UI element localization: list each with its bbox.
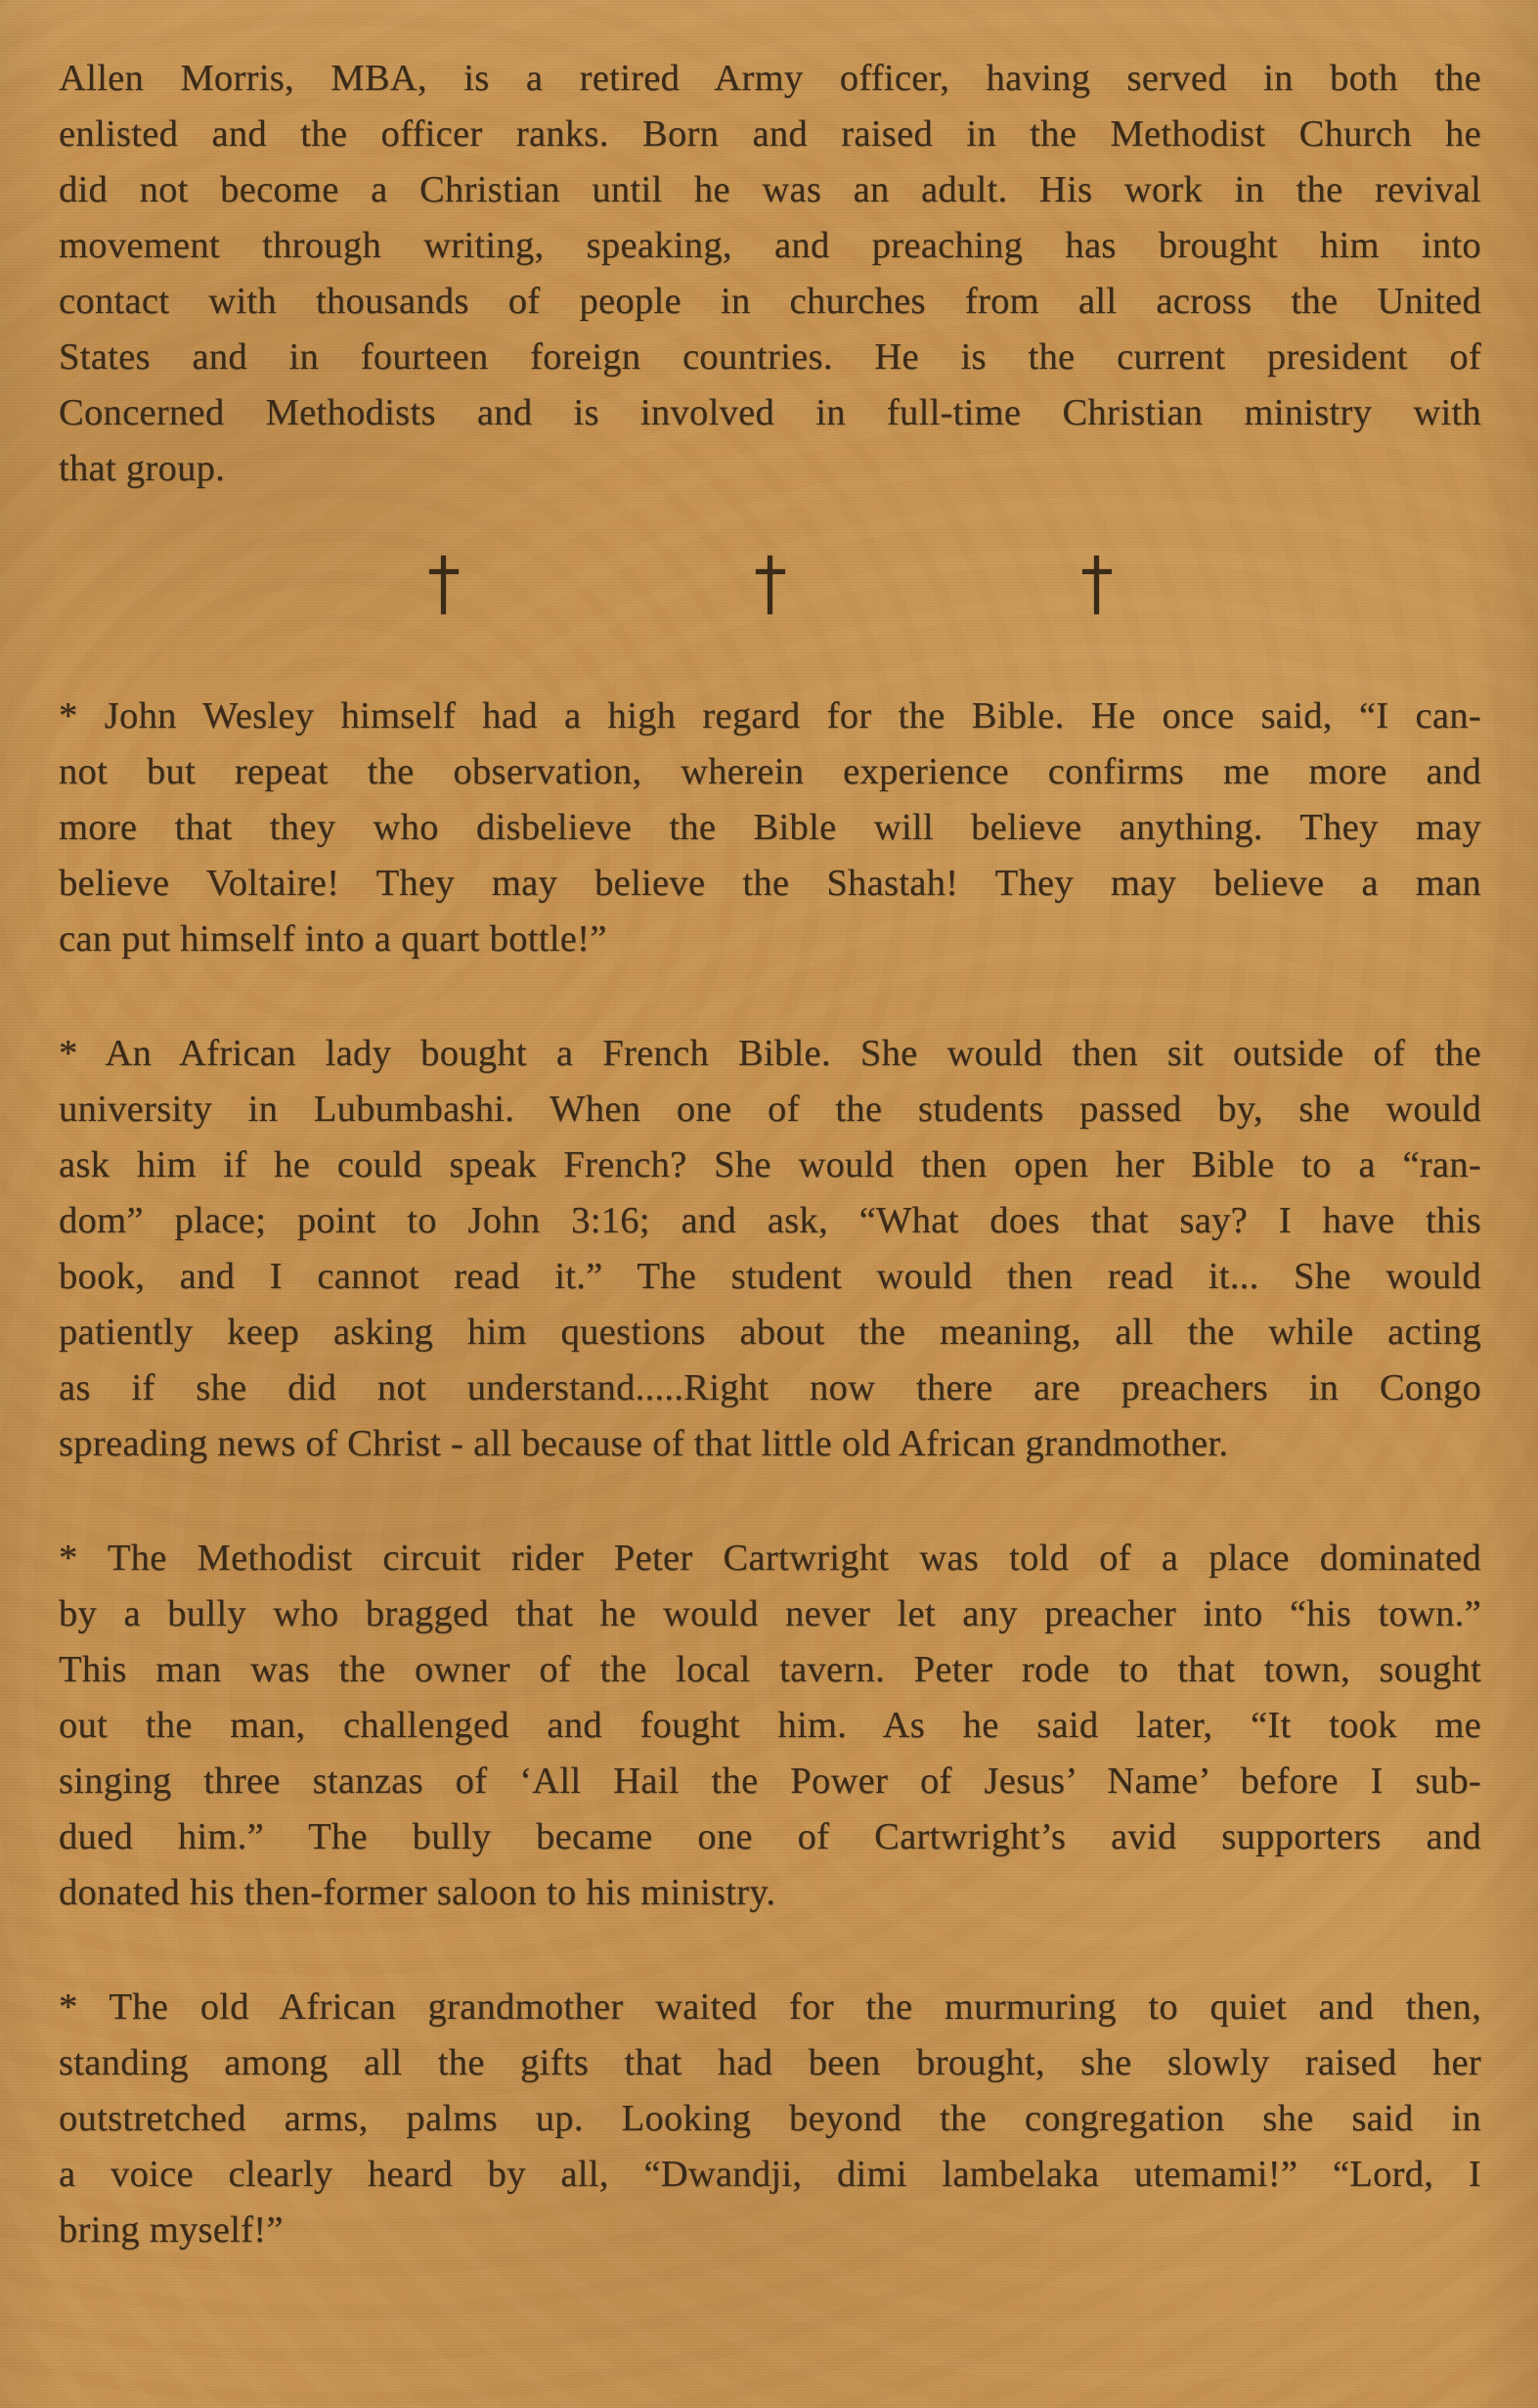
page-content — [59, 51, 1481, 2317]
text-line: a voice clearly heard by all, “Dwandji, dimi lambelaka utemami!” “Lord, I — [59, 2154, 1481, 2195]
text-line: contact with thousands of people in churches from all across the United — [59, 281, 1481, 322]
text-line: ask him if he could speak French? She would then open her Bible to a “ran- — [59, 1144, 1481, 1185]
text-line: patiently keep asking him questions about the meaning, all the while acting — [59, 1312, 1481, 1353]
anecdote-john-wesley — [59, 689, 1481, 967]
text-line: believe Voltaire! They may believe the Shastah! They may believe a man — [59, 863, 1481, 904]
text-line: Allen Morris, MBA, is a retired Army officer, having served in both the — [59, 58, 1481, 99]
text-line: by a bully who bragged that he would never let any preacher into “his town.” — [59, 1593, 1481, 1634]
text-line: * John Wesley himself had a high regard for the Bible. He once said, “I can- — [59, 695, 1481, 736]
text-line: dued him.” The bully became one of Cartwright’s avid supporters and — [59, 1816, 1481, 1857]
text-line: book, and I cannot read it.” The student would then read it... She would — [59, 1256, 1481, 1297]
text-line: * An African lady bought a French Bible. She would then sit outside of the — [59, 1033, 1481, 1074]
text-line: * The Methodist circuit rider Peter Cartwright was told of a place dominated — [59, 1538, 1481, 1579]
text-line: donated his then-former saloon to his ministry. — [59, 1872, 776, 1913]
text-line: outstretched arms, palms up. Looking beyond the congregation she said in — [59, 2098, 1481, 2139]
text-line: more that they who disbelieve the Bible will believe anything. They may — [59, 807, 1481, 848]
text-line: out the man, challenged and fought him. As he said later, “It took me — [59, 1705, 1481, 1746]
cross-icon — [427, 556, 461, 614]
text-line: can put himself into a quart bottle!” — [59, 918, 607, 959]
text-line: as if she did not understand.....Right now there are preachers in Congo — [59, 1367, 1481, 1408]
text-line: spreading news of Christ - all because of that little old African grandmother. — [59, 1423, 1229, 1464]
text-line: university in Lubumbashi. When one of the students passed by, she would — [59, 1089, 1481, 1130]
text-line: dom” place; point to John 3:16; and ask, “What does that say? I have this — [59, 1200, 1481, 1241]
text-line: * The old African grandmother waited for the murmuring to quiet and then, — [59, 1986, 1481, 2028]
text-line: enlisted and the officer ranks. Born and raised in the Methodist Church he — [59, 113, 1481, 155]
text-line: that group. — [59, 448, 226, 489]
anecdote-peter-cartwright — [59, 1531, 1481, 1921]
author-bio-paragraph — [59, 51, 1481, 497]
anecdote-african-grandmother — [59, 1980, 1481, 2258]
text-line: Concerned Methodists and is involved in full-time Christian ministry with — [59, 392, 1481, 433]
text-line: singing three stanzas of ‘All Hail the Power of Jesus’ Name’ before I sub- — [59, 1761, 1481, 1802]
text-line: This man was the owner of the local tavern. Peter rode to that town, sought — [59, 1649, 1481, 1690]
text-line: States and in fourteen foreign countries. He is the current president of — [59, 336, 1481, 378]
text-line: standing among all the gifts that had been brought, she slowly raised her — [59, 2042, 1481, 2083]
cross-icon — [1080, 556, 1114, 614]
cross-divider — [59, 556, 1481, 616]
text-line: did not become a Christian until he was an adult. His work in the revival — [59, 169, 1481, 210]
anecdote-african-lady — [59, 1026, 1481, 1472]
text-line: movement through writing, speaking, and preaching has brought him into — [59, 225, 1481, 266]
cross-icon — [754, 556, 787, 614]
text-line: bring myself!” — [59, 2209, 284, 2251]
text-line: not but repeat the observation, wherein experience confirms me more and — [59, 751, 1481, 792]
